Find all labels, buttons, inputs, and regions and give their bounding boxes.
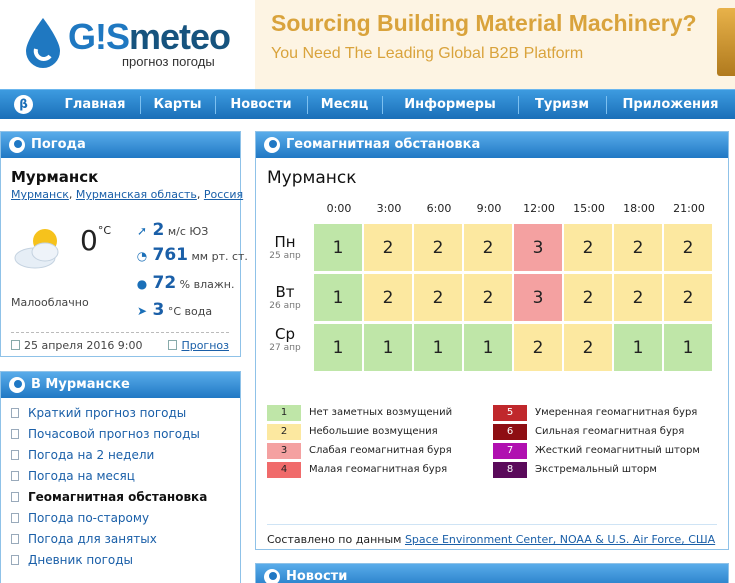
partly-cloudy-icon <box>11 224 69 272</box>
document-icon <box>11 492 19 502</box>
legend-swatch: 2 <box>267 424 301 440</box>
document-icon <box>11 555 19 565</box>
legend-item: 4 Малая геомагнитная буря <box>267 462 447 478</box>
kp-cell: 1 <box>614 324 663 372</box>
ad-machine-image <box>717 8 735 76</box>
menu-item-diary[interactable]: Дневник погоды <box>11 553 240 574</box>
legend-swatch: 4 <box>267 462 301 478</box>
menu-item-old-style[interactable]: Погода по-старому <box>11 511 240 532</box>
document-icon <box>11 340 20 350</box>
link-city[interactable]: Мурманск <box>11 188 69 201</box>
weather-footer <box>11 332 229 352</box>
logo-drop-icon <box>22 16 64 70</box>
menu-item-busy[interactable]: Погода для занятых <box>11 532 240 553</box>
document-icon <box>11 450 19 460</box>
menu-item-geomagnetic[interactable]: Геомагнитная обстановка <box>11 490 240 511</box>
menu-item-two-weeks[interactable]: Погода на 2 недели <box>11 448 240 469</box>
document-icon <box>11 513 19 523</box>
city-menu-list <box>1 398 240 574</box>
kp-cell: 2 <box>364 224 413 272</box>
link-region[interactable]: Мурманская область <box>75 188 197 201</box>
day-label-tue: Вт 26 апр <box>269 283 301 311</box>
document-icon <box>11 429 19 439</box>
document-icon <box>11 471 19 481</box>
legend-swatch: 5 <box>493 405 527 421</box>
document-icon <box>11 408 19 418</box>
temperature: $0^{^\circ C}$ <box>80 223 112 257</box>
legend-item: 8 Экстремальный шторм <box>493 462 657 478</box>
weather-city: Мурманск <box>11 168 99 186</box>
kp-cell: 2 <box>564 324 613 372</box>
wind-arrow-icon: ➚ <box>136 224 148 238</box>
legend-item: 3 Слабая геомагнитная буря <box>267 443 452 459</box>
hour-label: 15:00 <box>573 202 605 215</box>
weather-panel-header: Погода <box>1 132 240 158</box>
water-temp-row: ➤ 3 °C вода <box>136 300 213 320</box>
forecast-document-icon <box>168 340 177 350</box>
kp-cell: 1 <box>314 224 363 272</box>
observation-date: 25 апреля 2016 9:00 <box>24 339 143 352</box>
weather-header-icon <box>9 137 25 153</box>
legend-swatch: 7 <box>493 443 527 459</box>
kp-cell: 2 <box>464 224 513 272</box>
hour-label: 18:00 <box>623 202 655 215</box>
kp-cell: 2 <box>564 274 613 322</box>
weather-condition: Малооблачно <box>11 296 89 309</box>
legend-swatch: 1 <box>267 405 301 421</box>
pressure-gauge-icon: ◔ <box>136 249 148 263</box>
kp-cell: 2 <box>664 224 713 272</box>
kp-cell: 2 <box>414 274 463 322</box>
pressure-row: ◔ 761 мм рт. ст. <box>136 245 248 265</box>
legend-item: 5 Умеренная геомагнитная буря <box>493 405 697 421</box>
nav-item-informers[interactable]: Информеры <box>404 97 496 112</box>
kp-cell: 2 <box>614 274 663 322</box>
logo-wordmark: G!Smeteo <box>68 16 231 57</box>
kp-cell: 2 <box>564 224 613 272</box>
wind-row: ➚ 2 м/с ЮЗ <box>136 220 209 240</box>
legend-swatch: 8 <box>493 462 527 478</box>
data-source: Составлено по данным Space Environment Center, NOAA & U.S. Air Force, США <box>267 524 717 546</box>
ad-title[interactable]: Sourcing Building Material Machinery? <box>271 10 697 36</box>
kp-cell: 1 <box>414 324 463 372</box>
kp-cell: 1 <box>314 274 363 322</box>
nav-item-apps[interactable]: Приложения <box>622 97 719 112</box>
city-menu-header: В Мурманске <box>1 372 240 398</box>
humidity-row: ● 72 % влажн. <box>136 273 235 293</box>
news-panel <box>255 563 729 583</box>
hour-label: 6:00 <box>426 202 452 215</box>
kp-cell: 2 <box>364 274 413 322</box>
legend-swatch: 6 <box>493 424 527 440</box>
nav-item-month[interactable]: Месяц <box>320 97 369 112</box>
legend-item: 6 Сильная геомагнитная буря <box>493 424 684 440</box>
kp-cell: 2 <box>414 224 463 272</box>
news-header: Новости <box>256 564 728 583</box>
ad-subtitle[interactable]: You Need The Leading Global B2B Platform <box>271 45 584 62</box>
ad-banner[interactable] <box>255 0 735 89</box>
kp-cell: 1 <box>314 324 363 372</box>
nav-item-maps[interactable]: Карты <box>153 97 202 112</box>
geomag-city: Мурманск <box>267 168 357 188</box>
legend-item: 1 Нет заметных возмущений <box>267 405 452 421</box>
data-source-link[interactable]: Space Environment Center, NOAA & U.S. Air Force, США <box>404 533 716 546</box>
weather-panel <box>0 131 248 357</box>
nav-item-home[interactable]: Главная <box>64 97 126 112</box>
document-icon <box>11 534 19 544</box>
hour-label: 12:00 <box>523 202 555 215</box>
humidity-drop-icon: ● <box>136 277 148 291</box>
geomagnetic-panel <box>255 131 729 550</box>
city-menu-panel <box>0 371 241 583</box>
city-menu-header-icon <box>9 377 25 393</box>
geomagnetic-header: Геомагнитная обстановка <box>256 132 728 158</box>
water-fish-icon: ➤ <box>136 304 148 318</box>
hour-label: 0:00 <box>326 202 352 215</box>
kp-cell: 3 <box>514 274 563 322</box>
kp-cell: 1 <box>464 324 513 372</box>
menu-item-hourly-forecast[interactable]: Почасовой прогноз погоды <box>11 427 240 448</box>
kp-cell: 2 <box>464 274 513 322</box>
day-label-wed: Ср 27 апр <box>269 325 301 353</box>
hour-label: 21:00 <box>673 202 705 215</box>
kp-cell: 1 <box>664 324 713 372</box>
legend-swatch: 3 <box>267 443 301 459</box>
logo-subtitle: прогноз погоды <box>122 54 215 69</box>
kp-cell: 1 <box>364 324 413 372</box>
kp-cell: 2 <box>514 324 563 372</box>
kp-cell: 2 <box>614 224 663 272</box>
kp-cell: 2 <box>664 274 713 322</box>
hour-label: 9:00 <box>476 202 502 215</box>
hour-label: 3:00 <box>376 202 402 215</box>
main-nav <box>0 89 735 119</box>
legend-item: 2 Небольшие возмущения <box>267 424 438 440</box>
forecast-link[interactable]: Прогноз <box>168 339 229 352</box>
news-header-icon <box>264 569 280 583</box>
location-breadcrumb: Мурманск, Мурманская область, Россия <box>11 188 244 201</box>
kp-cell: 3 <box>514 224 563 272</box>
legend-item: 7 Жесткий геомагнитный шторм <box>493 443 700 459</box>
menu-item-short-forecast[interactable]: Краткий прогноз погоды <box>11 406 240 427</box>
site-header <box>0 0 735 89</box>
nav-item-news[interactable]: Новости <box>230 97 292 112</box>
nav-item-tourism[interactable]: Туризм <box>535 97 589 112</box>
link-country[interactable]: Россия <box>203 188 244 201</box>
beta-badge[interactable]: β <box>14 95 33 114</box>
menu-item-month[interactable]: Погода на месяц <box>11 469 240 490</box>
day-label-mon: Пн 25 апр <box>269 233 301 261</box>
site-logo[interactable] <box>22 12 232 82</box>
geomagnetic-header-icon <box>264 137 280 153</box>
